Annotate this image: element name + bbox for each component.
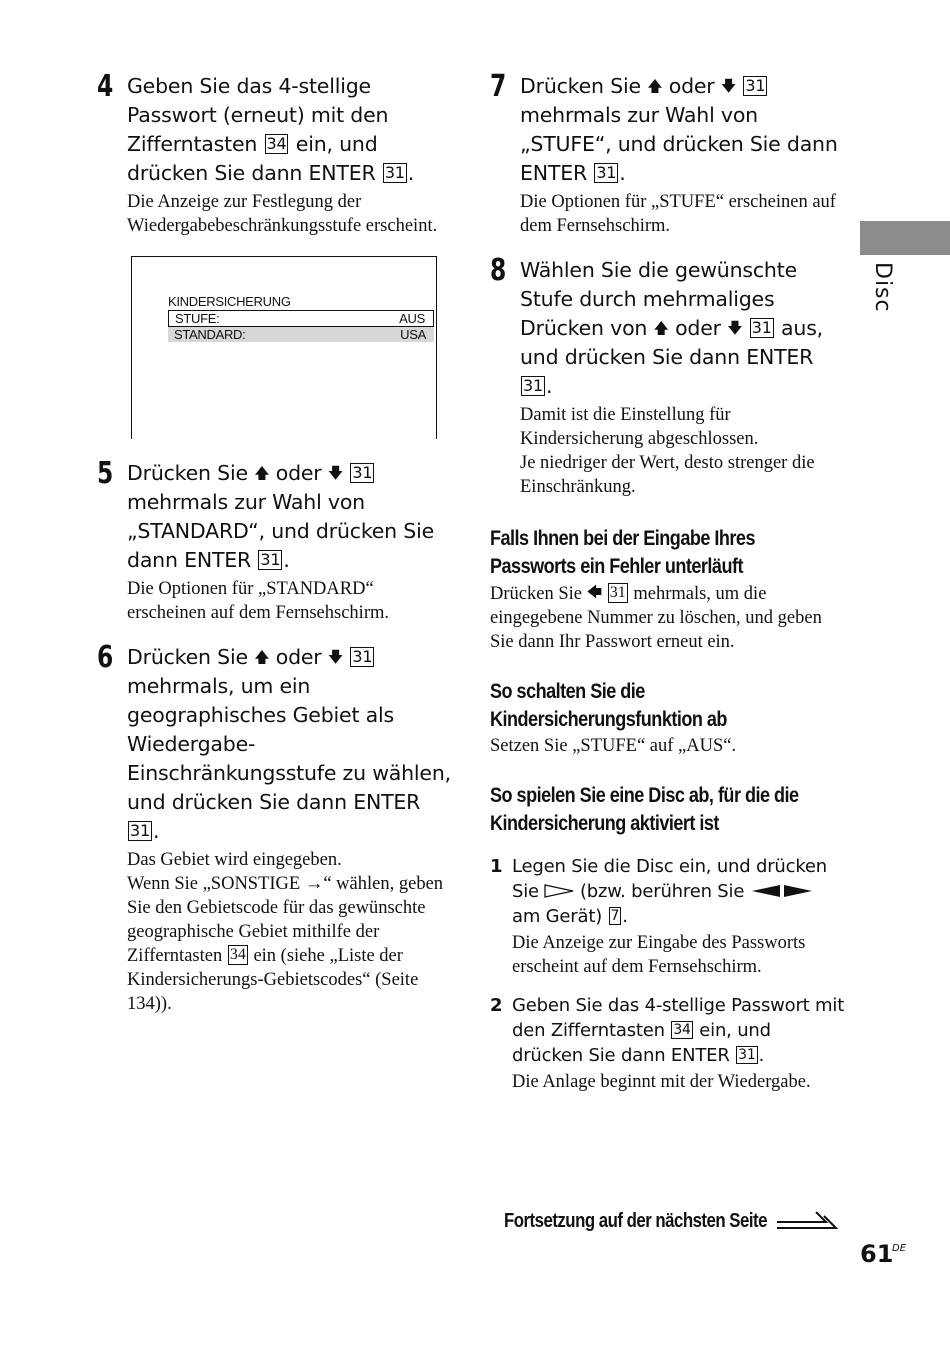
- key-button-ref: 31: [260, 550, 281, 569]
- step-number: 5: [97, 456, 114, 491]
- key-button-ref: 31: [384, 163, 405, 182]
- down-arrow-icon: 🡇: [727, 319, 743, 337]
- step-7: [490, 69, 845, 238]
- down-arrow-icon: 🡇: [327, 648, 344, 666]
- step-description: Die Anlage beginnt mit der Wiedergabe.: [512, 1072, 811, 1092]
- screen-row-stufe: STUFE: AUS: [168, 310, 434, 327]
- key-button-ref: 34: [673, 1022, 691, 1038]
- step-instruction: Legen Sie die Disc ein, und drücken Sie (bzw. berühren Sie am Gerät) 7 .: [512, 856, 828, 927]
- step-number: 7: [490, 69, 507, 104]
- step-description: Damit ist die Einstellung für Kindersicherung abgeschlossen. Je niedriger der Wert, desto strenger die Einschränkung.: [520, 405, 815, 497]
- key-button-ref: 31: [738, 1047, 756, 1063]
- continue-arrow-icon: [776, 1210, 838, 1236]
- step-instruction: Drücken Sie 🡅 oder 🡇 31 mehrmals zur Wahl von „STUFE“, und drücken Sie dann ENTER 31 .: [520, 74, 838, 185]
- page-language-suffix: DE: [892, 1243, 907, 1254]
- up-arrow-icon: 🡅: [254, 648, 270, 666]
- down-arrow-icon: 🡇: [327, 464, 344, 482]
- left-arrow-icon: 🡄: [586, 585, 603, 601]
- key-button-ref: 31: [609, 584, 626, 601]
- up-arrow-icon: 🡅: [653, 319, 669, 337]
- section-tab-marker: [860, 221, 950, 255]
- left-column: [97, 69, 452, 1034]
- section-heading-play: So spielen Sie eine Disc ab, für die die Kindersicherung aktiviert ist: [490, 784, 799, 835]
- step-description: Die Anzeige zur Festlegung der Wiedergabebeschränkungsstufe erscheint.: [127, 192, 438, 236]
- step-6: [97, 640, 452, 1016]
- key-button-ref: 31: [751, 318, 772, 337]
- screen-title: KINDERSICHERUNG: [168, 294, 291, 309]
- right-column: [490, 69, 845, 1108]
- step-number: 6: [97, 640, 114, 675]
- key-button-ref: 31: [352, 463, 373, 482]
- key-button-ref: 31: [596, 163, 617, 182]
- step-description: Die Optionen für „STUFE“ erscheinen auf dem Fernsehschirm.: [520, 192, 836, 236]
- step-description: Die Optionen für „STANDARD“ erscheinen auf dem Fernsehschirm.: [127, 579, 389, 623]
- step-number: 4: [97, 69, 114, 104]
- key-button-ref: 31: [130, 821, 150, 840]
- step-number: 1: [490, 856, 503, 877]
- step-4: [97, 69, 452, 238]
- key-button-ref: 31: [352, 647, 373, 666]
- down-arrow-icon: 🡇: [720, 77, 737, 95]
- step-description: Das Gebiet wird eingegeben. Wenn Sie „SONSTIGE →“ wählen, geben Sie den Gebietscode für das gewünschte geographische Gebiet mithilfe der Zifferntasten 34 ein (siehe „Liste der Kindersicherungs-Gebietscodes“ (Seite 134)).: [127, 850, 444, 1014]
- play-pause-touch-icon: [750, 881, 814, 902]
- step-instruction: Drücken Sie 🡅 oder 🡇 31 mehrmals, um ein geographisches Gebiet als Wiedergabe-Einschränkungsstufe zu wählen, und drücken Sie dann ENTER 31 .: [127, 645, 451, 843]
- section-heading-disable: So schalten Sie die Kindersicherungsfunktion ab: [490, 680, 727, 731]
- continued-on-next-page: Fortsetzung auf der nächsten Seite: [504, 1210, 767, 1232]
- step-5: [97, 456, 452, 625]
- screen-row-standard: STANDARD: USA: [168, 327, 434, 342]
- section-body-disable: Setzen Sie „STUFE“ auf „AUS“.: [490, 736, 737, 756]
- step-instruction: Wählen Sie die gewünschte Stufe durch mehrmaliges Drücken von 🡅 oder 🡇 31 aus, und drücken Sie dann ENTER 31 .: [520, 258, 824, 398]
- up-arrow-icon: 🡅: [647, 77, 663, 95]
- step-instruction: Geben Sie das 4-stellige Passwort mit den Zifferntasten 34 ein, und drücken Sie dann ENTER 31 .: [512, 995, 845, 1066]
- step-instruction: Drücken Sie 🡅 oder 🡇 31 mehrmals zur Wahl von „STANDARD“, und drücken Sie dann ENTER 31 .: [127, 461, 435, 572]
- key-button-ref: 7: [610, 908, 620, 924]
- section-tab-label: Disc: [870, 262, 895, 313]
- tv-screen-illustration: [131, 256, 437, 439]
- right-arrow-icon: →: [304, 874, 324, 894]
- play-step-2: [490, 993, 845, 1094]
- section-heading-error: Falls Ihnen bei der Eingabe Ihres Passworts ein Fehler unterläuft: [490, 527, 755, 578]
- up-arrow-icon: 🡅: [254, 464, 270, 482]
- key-button-ref: 31: [523, 376, 543, 395]
- play-step-1: [490, 854, 845, 979]
- section-body-error: Drücken Sie 🡄 31 mehrmals, um die eingegebene Nummer zu löschen, und geben Sie dann Ihr Passwort erneut ein.: [490, 584, 822, 652]
- key-button-ref: 34: [266, 134, 287, 153]
- page-number: 61: [860, 1240, 894, 1268]
- step-number: 8: [490, 253, 507, 288]
- step-8: [490, 253, 845, 499]
- step-description: Die Anzeige zur Eingabe des Passworts erscheint auf dem Fernsehschirm.: [512, 933, 806, 977]
- step-instruction: Geben Sie das 4-stellige Passwort (erneut) mit den Zifferntasten 34 ein, und drücken Sie dann ENTER 31 .: [127, 74, 415, 185]
- play-icon: [544, 881, 574, 902]
- step-number: 2: [490, 995, 503, 1016]
- key-button-ref: 34: [229, 946, 246, 963]
- key-button-ref: 31: [745, 76, 766, 95]
